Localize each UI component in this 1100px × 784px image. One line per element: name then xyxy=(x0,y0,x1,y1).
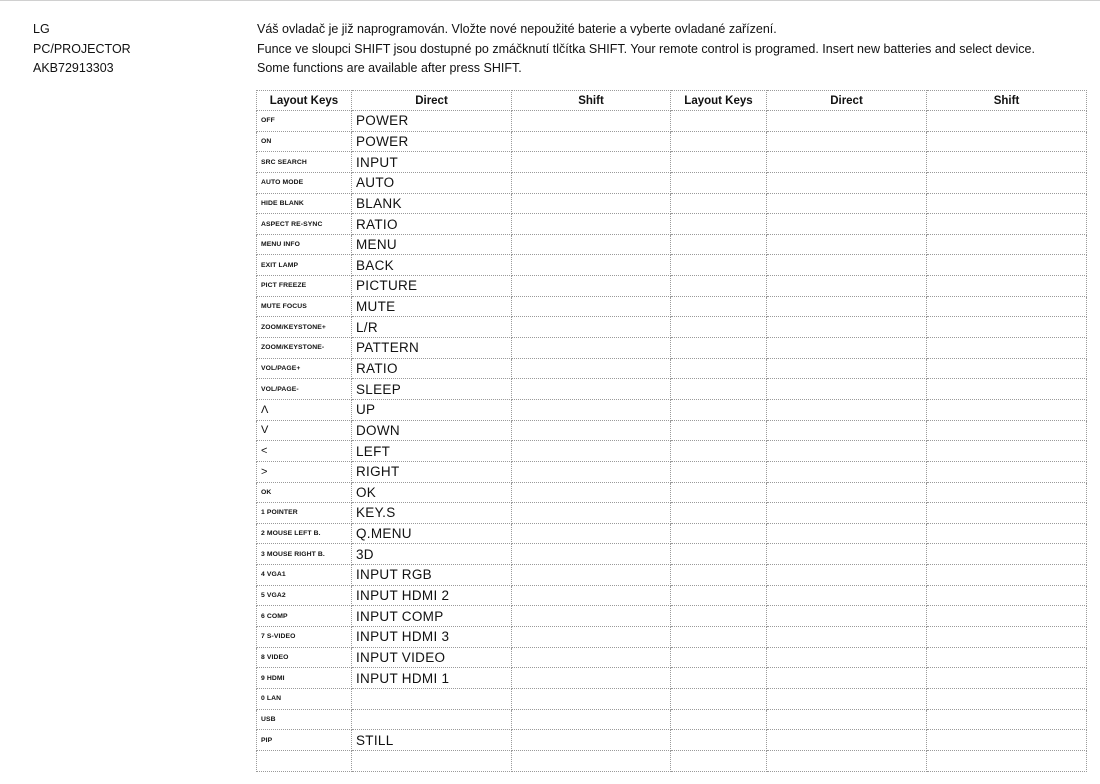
layout-key-cell-2 xyxy=(671,523,767,544)
shift-cell-2 xyxy=(927,152,1087,173)
shift-cell xyxy=(512,338,671,359)
layout-key-cell-2 xyxy=(671,750,767,771)
direct-cell-2 xyxy=(767,111,927,132)
direct-cell: RIGHT xyxy=(352,461,512,482)
direct-cell-2 xyxy=(767,234,927,255)
table-row xyxy=(257,317,1087,338)
direct-cell-2 xyxy=(767,131,927,152)
direct-cell: LEFT xyxy=(352,441,512,462)
table-row xyxy=(257,585,1087,606)
direct-cell-2 xyxy=(767,482,927,503)
shift-cell-2 xyxy=(927,688,1087,709)
layout-key-cell-2 xyxy=(671,647,767,668)
layout-key-cell-2 xyxy=(671,193,767,214)
direct-cell-2 xyxy=(767,379,927,400)
direct-cell xyxy=(352,709,512,730)
direct-cell: INPUT RGB xyxy=(352,565,512,586)
device-type: PC/PROJECTOR xyxy=(33,41,131,56)
shift-cell-2 xyxy=(927,647,1087,668)
layout-key-cell-2 xyxy=(671,296,767,317)
table-row xyxy=(257,523,1087,544)
shift-cell-2 xyxy=(927,234,1087,255)
table-row xyxy=(257,565,1087,586)
shift-cell xyxy=(512,585,671,606)
shift-cell xyxy=(512,317,671,338)
table-row xyxy=(257,750,1087,771)
shift-cell-2 xyxy=(927,606,1087,627)
layout-key-cell: MUTE FOCUS xyxy=(257,296,352,317)
shift-cell xyxy=(512,276,671,297)
layout-key-cell-2 xyxy=(671,503,767,524)
shift-cell-2 xyxy=(927,317,1087,338)
layout-key-cell: 7 S-VIDEO xyxy=(257,627,352,648)
direct-cell: RATIO xyxy=(352,214,512,235)
table-row xyxy=(257,420,1087,441)
layout-key-cell-2 xyxy=(671,338,767,359)
shift-cell-2 xyxy=(927,503,1087,524)
shift-cell xyxy=(512,461,671,482)
intro-line-2: Funce ve sloupci SHIFT jsou dostupné po zmáčknutí tlčítka SHIFT. Your remote control is programed. Insert new batteries and select device. xyxy=(257,41,1035,56)
layout-key-cell: PIP xyxy=(257,730,352,751)
header-layout-keys-2: Layout Keys xyxy=(671,91,767,111)
direct-cell: OK xyxy=(352,482,512,503)
layout-key-cell-2 xyxy=(671,399,767,420)
layout-key-cell-2 xyxy=(671,688,767,709)
layout-key-cell-2 xyxy=(671,544,767,565)
layout-key-cell xyxy=(257,750,352,771)
direct-cell: MENU xyxy=(352,234,512,255)
table-row xyxy=(257,503,1087,524)
shift-cell-2 xyxy=(927,338,1087,359)
shift-cell-2 xyxy=(927,482,1087,503)
layout-key-cell: 8 VIDEO xyxy=(257,647,352,668)
table-row xyxy=(257,234,1087,255)
layout-key-cell-2 xyxy=(671,709,767,730)
shift-cell-2 xyxy=(927,111,1087,132)
shift-cell xyxy=(512,399,671,420)
shift-cell xyxy=(512,709,671,730)
layout-key-cell-2 xyxy=(671,668,767,689)
shift-cell xyxy=(512,482,671,503)
shift-cell-2 xyxy=(927,585,1087,606)
shift-cell-2 xyxy=(927,193,1087,214)
table-row xyxy=(257,647,1087,668)
direct-cell-2 xyxy=(767,193,927,214)
direct-cell-2 xyxy=(767,276,927,297)
direct-cell-2 xyxy=(767,172,927,193)
table-row xyxy=(257,296,1087,317)
shift-cell xyxy=(512,523,671,544)
direct-cell-2 xyxy=(767,606,927,627)
intro-text xyxy=(257,20,1035,79)
shift-cell-2 xyxy=(927,523,1087,544)
table-row xyxy=(257,379,1087,400)
shift-cell xyxy=(512,730,671,751)
direct-cell: UP xyxy=(352,399,512,420)
shift-cell xyxy=(512,193,671,214)
direct-cell-2 xyxy=(767,709,927,730)
shift-cell-2 xyxy=(927,420,1087,441)
layout-key-cell-2 xyxy=(671,131,767,152)
shift-cell-2 xyxy=(927,709,1087,730)
layout-key-cell: 2 MOUSE LEFT B. xyxy=(257,523,352,544)
table-header-row xyxy=(257,91,1087,111)
key-mapping-table xyxy=(256,90,1087,772)
layout-key-cell: ZOOM/KEYSTONE+ xyxy=(257,317,352,338)
table-row xyxy=(257,461,1087,482)
layout-key-cell: > xyxy=(257,461,352,482)
layout-key-cell-2 xyxy=(671,606,767,627)
layout-key-cell: ZOOM/KEYSTONE- xyxy=(257,338,352,359)
table-row xyxy=(257,276,1087,297)
device-model: AKB72913303 xyxy=(33,61,114,75)
top-divider xyxy=(0,0,1100,1)
direct-cell-2 xyxy=(767,338,927,359)
layout-key-cell: PICT FREEZE xyxy=(257,276,352,297)
shift-cell-2 xyxy=(927,627,1087,648)
layout-key-cell: 1 POINTER xyxy=(257,503,352,524)
shift-cell xyxy=(512,255,671,276)
shift-cell-2 xyxy=(927,461,1087,482)
direct-cell-2 xyxy=(767,317,927,338)
direct-cell-2 xyxy=(767,688,927,709)
shift-cell xyxy=(512,296,671,317)
layout-key-cell: USB xyxy=(257,709,352,730)
shift-cell-2 xyxy=(927,172,1087,193)
shift-cell-2 xyxy=(927,565,1087,586)
shift-cell-2 xyxy=(927,544,1087,565)
direct-cell: POWER xyxy=(352,111,512,132)
direct-cell: PATTERN xyxy=(352,338,512,359)
table-row xyxy=(257,730,1087,751)
direct-cell: INPUT COMP xyxy=(352,606,512,627)
direct-cell: MUTE xyxy=(352,296,512,317)
shift-cell-2 xyxy=(927,441,1087,462)
direct-cell: INPUT HDMI 1 xyxy=(352,668,512,689)
table-row xyxy=(257,338,1087,359)
layout-key-cell: VOL/PAGE+ xyxy=(257,358,352,379)
shift-cell xyxy=(512,214,671,235)
layout-key-cell: SRC SEARCH xyxy=(257,152,352,173)
direct-cell: INPUT xyxy=(352,152,512,173)
table-row xyxy=(257,606,1087,627)
shift-cell xyxy=(512,627,671,648)
direct-cell xyxy=(352,750,512,771)
direct-cell: 3D xyxy=(352,544,512,565)
table-row xyxy=(257,214,1087,235)
table-row xyxy=(257,152,1087,173)
layout-key-cell: ASPECT RE-SYNC xyxy=(257,214,352,235)
layout-key-cell: OK xyxy=(257,482,352,503)
direct-cell-2 xyxy=(767,214,927,235)
header-direct: Direct xyxy=(352,91,512,111)
layout-key-cell-2 xyxy=(671,627,767,648)
layout-key-cell: < xyxy=(257,441,352,462)
shift-cell xyxy=(512,420,671,441)
shift-cell xyxy=(512,441,671,462)
layout-key-cell-2 xyxy=(671,441,767,462)
direct-cell-2 xyxy=(767,565,927,586)
direct-cell-2 xyxy=(767,503,927,524)
shift-cell xyxy=(512,234,671,255)
table-row xyxy=(257,688,1087,709)
direct-cell: KEY.S xyxy=(352,503,512,524)
layout-key-cell: V xyxy=(257,420,352,441)
layout-key-cell-2 xyxy=(671,730,767,751)
direct-cell: AUTO xyxy=(352,172,512,193)
layout-key-cell: 6 COMP xyxy=(257,606,352,627)
table-row xyxy=(257,399,1087,420)
layout-key-cell: EXIT LAMP xyxy=(257,255,352,276)
intro-line-3: Some functions are available after press SHIFT. xyxy=(257,61,522,75)
layout-key-cell-2 xyxy=(671,358,767,379)
table-row xyxy=(257,193,1087,214)
layout-key-cell: 0 LAN xyxy=(257,688,352,709)
direct-cell xyxy=(352,688,512,709)
shift-cell xyxy=(512,503,671,524)
direct-cell-2 xyxy=(767,730,927,751)
shift-cell xyxy=(512,750,671,771)
device-info xyxy=(33,20,131,79)
direct-cell-2 xyxy=(767,461,927,482)
direct-cell-2 xyxy=(767,750,927,771)
header-layout-keys: Layout Keys xyxy=(257,91,352,111)
direct-cell-2 xyxy=(767,627,927,648)
shift-cell xyxy=(512,647,671,668)
direct-cell: PICTURE xyxy=(352,276,512,297)
layout-key-cell: Λ xyxy=(257,399,352,420)
shift-cell xyxy=(512,544,671,565)
direct-cell-2 xyxy=(767,358,927,379)
shift-cell-2 xyxy=(927,730,1087,751)
shift-cell-2 xyxy=(927,255,1087,276)
direct-cell: STILL xyxy=(352,730,512,751)
intro-line-1: Váš ovladač je již naprogramován. Vložte nové nepoužité baterie a vyberte ovladané zařízení. xyxy=(257,22,777,36)
layout-key-cell-2 xyxy=(671,420,767,441)
layout-key-cell-2 xyxy=(671,461,767,482)
header-direct-2: Direct xyxy=(767,91,927,111)
layout-key-cell-2 xyxy=(671,379,767,400)
layout-key-cell-2 xyxy=(671,585,767,606)
shift-cell-2 xyxy=(927,358,1087,379)
direct-cell: INPUT HDMI 2 xyxy=(352,585,512,606)
shift-cell xyxy=(512,152,671,173)
shift-cell-2 xyxy=(927,379,1087,400)
layout-key-cell-2 xyxy=(671,276,767,297)
shift-cell xyxy=(512,565,671,586)
shift-cell xyxy=(512,172,671,193)
shift-cell-2 xyxy=(927,399,1087,420)
direct-cell: Q.MENU xyxy=(352,523,512,544)
direct-cell: RATIO xyxy=(352,358,512,379)
table-row xyxy=(257,482,1087,503)
layout-key-cell-2 xyxy=(671,172,767,193)
direct-cell-2 xyxy=(767,152,927,173)
direct-cell-2 xyxy=(767,399,927,420)
shift-cell-2 xyxy=(927,276,1087,297)
shift-cell xyxy=(512,668,671,689)
layout-key-cell: 5 VGA2 xyxy=(257,585,352,606)
shift-cell-2 xyxy=(927,296,1087,317)
direct-cell-2 xyxy=(767,523,927,544)
layout-key-cell: 9 HDMI xyxy=(257,668,352,689)
direct-cell: BACK xyxy=(352,255,512,276)
shift-cell-2 xyxy=(927,214,1087,235)
direct-cell: INPUT HDMI 3 xyxy=(352,627,512,648)
device-brand: LG xyxy=(33,22,50,36)
layout-key-cell: MENU INFO xyxy=(257,234,352,255)
direct-cell: BLANK xyxy=(352,193,512,214)
direct-cell: L/R xyxy=(352,317,512,338)
layout-key-cell: 3 MOUSE RIGHT B. xyxy=(257,544,352,565)
direct-cell: INPUT VIDEO xyxy=(352,647,512,668)
layout-key-cell-2 xyxy=(671,214,767,235)
direct-cell-2 xyxy=(767,585,927,606)
direct-cell-2 xyxy=(767,441,927,462)
layout-key-cell-2 xyxy=(671,234,767,255)
direct-cell: SLEEP xyxy=(352,379,512,400)
header-shift: Shift xyxy=(512,91,671,111)
table-row xyxy=(257,111,1087,132)
shift-cell-2 xyxy=(927,131,1087,152)
direct-cell: POWER xyxy=(352,131,512,152)
layout-key-cell: HIDE BLANK xyxy=(257,193,352,214)
layout-key-cell-2 xyxy=(671,565,767,586)
layout-key-cell: AUTO MODE xyxy=(257,172,352,193)
direct-cell-2 xyxy=(767,420,927,441)
table-row xyxy=(257,668,1087,689)
table-row xyxy=(257,627,1087,648)
direct-cell-2 xyxy=(767,255,927,276)
layout-key-cell-2 xyxy=(671,482,767,503)
shift-cell-2 xyxy=(927,750,1087,771)
shift-cell xyxy=(512,111,671,132)
layout-key-cell-2 xyxy=(671,255,767,276)
direct-cell-2 xyxy=(767,296,927,317)
table-row xyxy=(257,544,1087,565)
shift-cell xyxy=(512,379,671,400)
shift-cell xyxy=(512,688,671,709)
layout-key-cell-2 xyxy=(671,111,767,132)
shift-cell-2 xyxy=(927,668,1087,689)
direct-cell-2 xyxy=(767,647,927,668)
shift-cell xyxy=(512,358,671,379)
table-row xyxy=(257,131,1087,152)
layout-key-cell: VOL/PAGE- xyxy=(257,379,352,400)
direct-cell-2 xyxy=(767,668,927,689)
table-row xyxy=(257,709,1087,730)
table-body xyxy=(257,111,1087,772)
table-row xyxy=(257,255,1087,276)
header-shift-2: Shift xyxy=(927,91,1087,111)
layout-key-cell: ON xyxy=(257,131,352,152)
layout-key-cell: OFF xyxy=(257,111,352,132)
shift-cell xyxy=(512,131,671,152)
layout-key-cell-2 xyxy=(671,152,767,173)
table-row xyxy=(257,441,1087,462)
table-row xyxy=(257,172,1087,193)
direct-cell: DOWN xyxy=(352,420,512,441)
layout-key-cell: 4 VGA1 xyxy=(257,565,352,586)
layout-key-cell-2 xyxy=(671,317,767,338)
direct-cell-2 xyxy=(767,544,927,565)
shift-cell xyxy=(512,606,671,627)
table-row xyxy=(257,358,1087,379)
